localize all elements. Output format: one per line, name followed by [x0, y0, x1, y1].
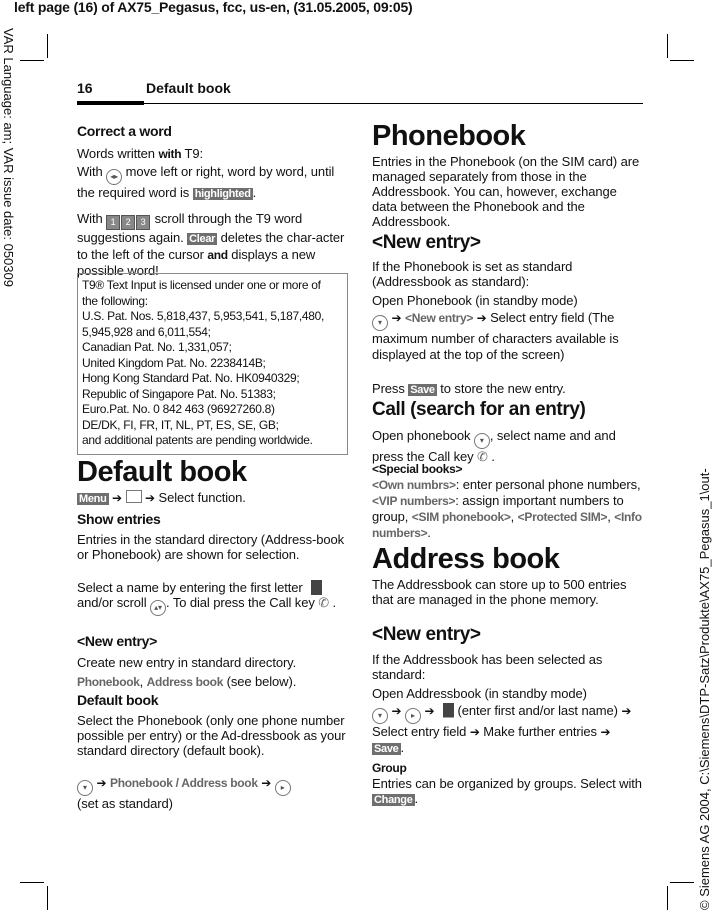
section-heading: Call (search for an entry)	[372, 399, 586, 420]
phonebook-icon	[126, 490, 142, 503]
crop-mark	[667, 34, 668, 58]
text-span: (enter first and/or last name)	[454, 702, 622, 718]
softkey-highlighted: highlighted	[194, 188, 251, 200]
inline-element: ➔	[261, 776, 272, 790]
page-header: left page (16) of AX75_Pegasus, fcc, us-en, (31.05.2005, 09:05)	[14, 0, 413, 15]
text-span: and/or scroll	[77, 595, 151, 610]
text-span: Make further entries	[479, 723, 601, 739]
text-span: T9:	[181, 146, 203, 161]
paragraph	[372, 381, 644, 398]
text-span: , select name and and press the Call key	[372, 428, 616, 464]
text-span: <VIP numbers>	[372, 494, 456, 508]
call-key-icon: ✆	[318, 595, 330, 610]
left-margin-note	[0, 28, 18, 328]
text-span: (see below).	[223, 674, 297, 689]
text-span: .	[252, 185, 257, 200]
text-span: <New entry>	[405, 310, 474, 325]
crop-mark	[20, 60, 44, 61]
text-span: <Info numbers>	[372, 510, 642, 540]
up-down-nav-icon: ▴▾	[150, 600, 166, 616]
text-span: With	[77, 211, 107, 226]
text-span: Open Addressbook (in standby mode)	[372, 686, 587, 701]
text-span: DE/DK, FI, FR, IT, NL, PT, ES, SE, GB;	[82, 417, 279, 432]
t9-license-box	[77, 273, 348, 455]
chapter-heading: Phonebook	[372, 120, 526, 152]
page-title: Default book	[146, 80, 231, 96]
section-heading: Show entries	[77, 511, 161, 527]
softkey-change: Change	[374, 794, 413, 806]
text-span: the following:	[82, 293, 148, 308]
keypad-icon	[438, 703, 454, 718]
text-span: Press	[372, 381, 409, 396]
right-nav-icon: ▸	[275, 780, 291, 796]
text-span: to store the new entry.	[436, 381, 566, 396]
down-nav-icon: ▾	[77, 780, 93, 796]
keypad-icon	[306, 580, 322, 595]
text-span: <Own numbrs>	[372, 478, 456, 492]
text-span: Entries can be organized by groups. Select with	[372, 776, 642, 791]
page-number: 16	[77, 80, 93, 96]
text-span: ,	[607, 509, 615, 524]
header-rule	[77, 103, 643, 104]
text-span: <Protected SIM>	[517, 510, 608, 524]
crop-mark	[47, 886, 48, 910]
text-span: United Kingdom Pat. No. 2238414B;	[82, 355, 266, 370]
text-span: ,	[139, 674, 147, 689]
section-heading: <Special books>	[372, 462, 463, 476]
inline-element: ➔	[476, 310, 487, 325]
chapter-heading: Default book	[77, 456, 247, 488]
paragraph	[77, 164, 349, 202]
down-nav-icon: ▾	[474, 433, 490, 449]
text-span: Select entry field (The maximum number of characters available is displayed at the top of the screen)	[372, 309, 619, 362]
right-margin-text: © Siemens AG 2004, C:\Siemens\DTP-Satz\Produkte\AX75_Pegasus_1\out-	[697, 468, 712, 910]
text-span: Select a name by entering the first letter	[77, 580, 307, 595]
header-rule-thick	[77, 101, 144, 105]
text-span: Open Phonebook (in standby mode)	[372, 293, 578, 308]
text-span: U.S. Pat. Nos. 5,818,437, 5,953,541, 5,187,480,	[82, 309, 325, 323]
softkey-clear: Clear	[189, 233, 216, 245]
section-heading: Default book	[77, 692, 159, 708]
inline-element: ➔	[600, 724, 611, 739]
text-span: T9® Text Input is licensed under one or more of	[82, 278, 321, 292]
text-span: and	[207, 248, 228, 262]
inline-element: ➔	[96, 776, 107, 790]
text-span: Open phonebook	[372, 428, 474, 443]
text-span: scroll through the T9 word suggestions again.	[77, 211, 303, 245]
crop-mark	[670, 882, 694, 883]
paragraph: If the Addressbook has been selected as standard:	[372, 652, 603, 682]
inline-element: ➔	[424, 703, 435, 718]
section-heading: <New entry>	[372, 624, 481, 645]
paragraph: Entries in the standard directory (Address-book or Phonebook) are shown for selection.	[77, 532, 344, 562]
text-span: Words written	[77, 146, 159, 161]
text-span: Phonebook	[77, 675, 140, 689]
text-span: 3	[136, 215, 150, 230]
call-key-icon: ✆	[477, 449, 488, 464]
text-span: move left or right, word by word, until the required word is	[77, 164, 335, 200]
right-margin-note	[695, 420, 715, 910]
arrow-icon: ➔	[112, 491, 123, 505]
text-span: deletes the char-acter to the left of the cursor	[77, 230, 345, 262]
paragraph: Select a name by entering the first letter and/or scroll ▴▾ . To dial press the Call key ✆ .	[77, 580, 349, 616]
text-span: ,	[510, 509, 518, 524]
crop-mark	[667, 886, 668, 910]
crop-mark	[20, 882, 44, 883]
text-span: Address book	[146, 675, 224, 689]
chapter-heading: Address book	[372, 543, 560, 575]
paragraph	[77, 146, 349, 162]
text-span: : enter personal phone numbers,	[455, 477, 641, 492]
right-nav-icon: ▸	[405, 708, 421, 724]
crop-mark	[47, 34, 48, 58]
left-right-nav-icon: ◂▸	[106, 169, 122, 185]
paragraph	[77, 775, 349, 811]
paragraph: Open Addressbook (in standby mode) ▾ ➔ ▸ ➔ (enter first and/or last name) ➔ Select entry field ➔ Make further entries ➔ Save .	[372, 686, 632, 755]
text-span: (set as standard)	[77, 796, 173, 811]
text-span: Republic of Singapore Pat. No. 51383;	[82, 386, 276, 401]
softkey-save: Save	[374, 743, 399, 755]
inline-element: ➔	[391, 703, 402, 718]
paragraph: Entries can be organized by groups. Select with Change .	[372, 776, 642, 806]
paragraph	[77, 490, 349, 507]
section-heading: Group	[372, 761, 407, 775]
text-span: Select function.	[155, 490, 246, 505]
text-span: with	[158, 147, 182, 161]
paragraph	[372, 293, 644, 364]
left-margin-text: VAR Language: am; VAR issue date: 050309	[1, 28, 16, 287]
section-heading: <New entry>	[77, 633, 157, 649]
paragraph	[77, 674, 349, 690]
paragraph	[77, 211, 349, 278]
softkey-save: Save	[410, 384, 435, 396]
text-span: : assign important numbers to group,	[372, 493, 624, 524]
crop-mark	[670, 60, 694, 61]
paragraph: Open phonebook ▾ , select name and and press the Call key ✆ .	[372, 428, 616, 464]
text-span: With	[77, 164, 107, 179]
down-nav-icon: ▾	[372, 315, 388, 331]
text-span: Euro.Pat. No. 0 842 463 (96927260.8)	[82, 402, 275, 416]
paragraph: Create new entry in standard directory.	[77, 655, 297, 670]
text-span: 2	[121, 215, 135, 230]
text-span: Select entry field	[372, 723, 470, 739]
digit-keys-icon	[106, 211, 151, 226]
down-nav-icon: ▾	[372, 708, 388, 724]
softkey-menu: Menu	[79, 493, 107, 505]
paragraph: The Addressbook can store up to 500 entries that are managed in the phone memory.	[372, 577, 627, 607]
text-span: . To dial press the Call key	[166, 595, 319, 610]
text-span: Phonebook / Address book	[110, 776, 258, 790]
text-span: 5,945,928 and 6,011,554;	[82, 324, 211, 339]
text-span: and additional patents are pending worldwide.	[82, 433, 313, 447]
text-span: Canadian Pat. No. 1,331,057;	[82, 340, 232, 354]
section-heading: Correct a word	[77, 123, 172, 139]
inline-element: ➔	[621, 703, 632, 718]
inline-element: ➔	[391, 310, 402, 325]
paragraph: Entries in the Phonebook (on the SIM card) are managed separately from those in the Addressbook. You can, however, exchange data between the Phonebook and the Addressbook.	[372, 154, 640, 229]
paragraph: <Own numbrs>: enter personal phone numbers, <VIP numbers>: assign important numbers to group, <SIM phonebook>, <Protected SIM>, <Info numbers>.	[372, 477, 642, 540]
arrow-icon: ➔	[145, 491, 156, 505]
paragraph: Select the Phonebook (only one phone number possible per entry) or the Ad-dressbook as your standard directory (default book).	[77, 713, 346, 758]
text-span: displays a new possible word!	[77, 247, 316, 278]
text-span: Hong Kong Standard Pat. No. HK0940329;	[82, 371, 300, 385]
paragraph: If the Phonebook is set as standard (Addressbook as standard):	[372, 259, 573, 289]
section-heading: <New entry>	[372, 232, 481, 253]
inline-element: ➔	[469, 724, 480, 739]
text-span: <SIM phonebook>	[411, 510, 511, 524]
text-span: 1	[106, 215, 120, 230]
